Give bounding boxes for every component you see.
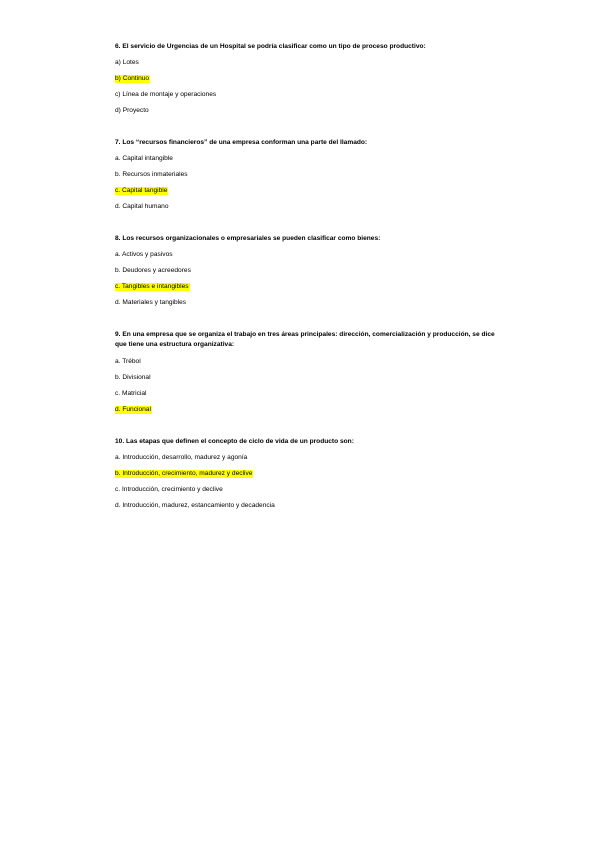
option-label-highlighted: c. Tangibles e intangibles	[115, 283, 189, 290]
option-7a	[115, 155, 495, 163]
question-9	[115, 330, 495, 350]
question-7	[115, 138, 495, 148]
option-9d	[115, 406, 495, 414]
option-label-highlighted: d. Funcional	[115, 406, 151, 413]
question-9-text	[115, 330, 495, 350]
option-6b	[115, 75, 495, 83]
option-6d	[115, 107, 495, 115]
option-10d	[115, 502, 495, 510]
option-label: d. Introducción, madurez, estancamiento y decadencia	[115, 502, 275, 509]
question-prompt: En una empresa que se organiza el trabajo en tres áreas principales: dirección, comercialización y producción, se dice que tiene una estructura organizativa:	[115, 331, 495, 348]
option-label: c. Introducción, crecimiento y declive	[115, 486, 223, 493]
option-label: b. Deudores y acreedores	[115, 267, 191, 274]
question-8-text	[115, 234, 495, 244]
option-10b	[115, 470, 495, 478]
question-8	[115, 234, 495, 244]
question-7-text	[115, 138, 495, 148]
option-label: a. Capital intangible	[115, 155, 173, 162]
question-10	[115, 437, 495, 447]
option-label: b. Recursos inmateriales	[115, 171, 188, 178]
option-7d	[115, 203, 495, 211]
option-6c	[115, 91, 495, 99]
question-number: 7.	[115, 139, 121, 146]
question-prompt: Las etapas que definen el concepto de ciclo de vida de un producto son:	[126, 438, 354, 445]
option-label: a. Activos y pasivos	[115, 251, 173, 258]
question-number: 10.	[115, 438, 125, 445]
option-label-highlighted: b) Continuo	[115, 75, 150, 82]
option-8b	[115, 267, 495, 275]
option-8c	[115, 283, 495, 291]
option-10c	[115, 486, 495, 494]
option-label: d. Capital humano	[115, 203, 169, 210]
question-number: 6.	[115, 43, 121, 50]
option-10a	[115, 454, 495, 462]
option-label-highlighted: c. Capital tangible	[115, 187, 168, 194]
option-label: a. Trébol	[115, 358, 141, 365]
option-9a	[115, 358, 495, 366]
option-label: a) Lotes	[115, 59, 139, 66]
question-prompt: Los “recursos financieros” de una empresa conforman una parte del llamado:	[122, 139, 368, 146]
question-10-text	[115, 437, 495, 447]
question-number: 9.	[115, 331, 121, 338]
option-7c	[115, 187, 495, 195]
question-prompt: Los recursos organizacionales o empresariales se pueden clasificar como bienes:	[122, 235, 381, 242]
option-8d	[115, 299, 495, 307]
question-6-text	[115, 42, 495, 52]
option-label: d) Proyecto	[115, 107, 149, 114]
option-label: c. Matricial	[115, 390, 147, 397]
option-label: c) Línea de montaje y operaciones	[115, 91, 217, 98]
option-label-highlighted: b. Introducción, crecimiento, madurez y declive	[115, 470, 253, 477]
option-9b	[115, 374, 495, 382]
question-number: 8.	[115, 235, 121, 242]
option-label: a. Introducción, desarrollo, madurez y agonía	[115, 454, 248, 461]
option-8a	[115, 251, 495, 259]
option-9c	[115, 390, 495, 398]
option-label: d. Materiales y tangibles	[115, 299, 187, 306]
option-7b	[115, 171, 495, 179]
option-6a	[115, 59, 495, 67]
question-6	[115, 42, 495, 52]
question-prompt: El servicio de Urgencias de un Hospital se podría clasificar como un tipo de proceso productivo:	[122, 43, 426, 50]
option-label: b. Divisional	[115, 374, 151, 381]
